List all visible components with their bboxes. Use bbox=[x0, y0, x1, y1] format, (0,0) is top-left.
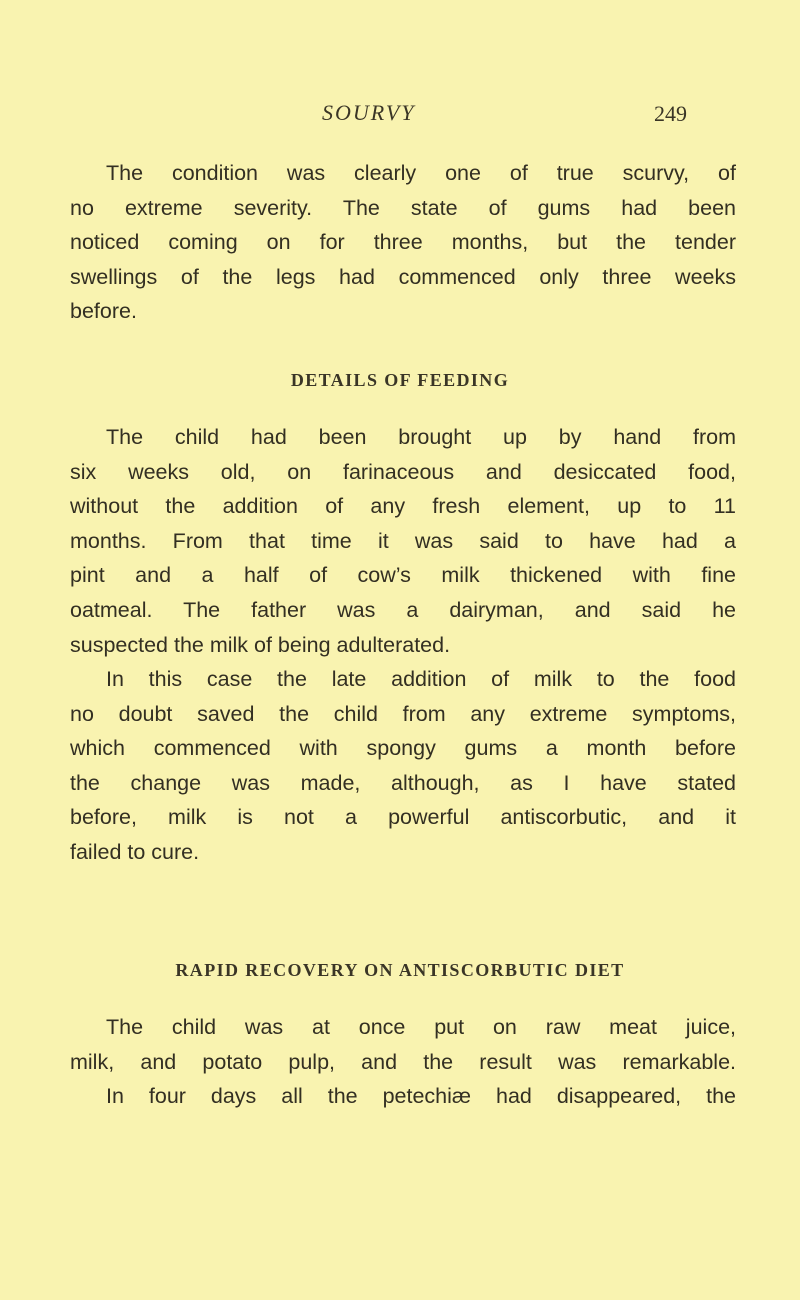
paragraph-late-addition bbox=[70, 662, 736, 870]
paragraph-recovery bbox=[70, 1010, 736, 1114]
text-line: milk, and potato pulp, and the result was remarkable. bbox=[70, 1049, 736, 1074]
text-line: pint and a half of cow’s milk thickened with fine bbox=[70, 563, 736, 588]
text-line: The condition was clearly one of true scurvy, of bbox=[106, 161, 736, 185]
text-line: before. bbox=[70, 299, 137, 324]
text-line: noticed coming on for three months, but the tender bbox=[70, 230, 736, 255]
running-head: SOURVY bbox=[322, 100, 416, 125]
text-line: without the addition of any fresh element, up to 11 bbox=[70, 494, 736, 519]
text-line: oatmeal. The father was a dairyman, and said he bbox=[70, 597, 736, 622]
text-line: In four days all the petechiæ had disappeared, the bbox=[106, 1084, 736, 1109]
text-line: six weeks old, on farinaceous and desiccated food, bbox=[70, 459, 736, 484]
page-number: 249 bbox=[654, 101, 687, 126]
page-header bbox=[0, 100, 800, 132]
text-line: failed to cure. bbox=[70, 839, 200, 864]
section-heading-feeding: DETAILS OF FEEDING bbox=[290, 370, 510, 390]
text-line: which commenced with spongy gums a month before bbox=[70, 736, 736, 761]
text-line: no extreme severity. The state of gums had been bbox=[70, 195, 736, 220]
text-line: In this case the late addition of milk to the food bbox=[106, 667, 736, 691]
text-line: months. From that time it was said to have had a bbox=[70, 528, 736, 553]
text-line: The child had been brought up by hand from bbox=[106, 425, 736, 449]
paragraph-feeding bbox=[70, 420, 736, 662]
text-line: the change was made, although, as I have stated bbox=[70, 770, 736, 795]
paragraph-condition bbox=[70, 156, 736, 329]
text-line: no doubt saved the child from any extreme symptoms, bbox=[70, 701, 736, 726]
section-heading-recovery: RAPID RECOVERY ON ANTISCORBUTIC DIET bbox=[175, 960, 625, 980]
text-line: The child was at once put on raw meat juice, bbox=[106, 1015, 736, 1039]
text-line: before, milk is not a powerful antiscorbutic, and it bbox=[70, 805, 736, 830]
text-line: swellings of the legs had commenced only three weeks bbox=[70, 264, 736, 289]
text-line: suspected the milk of being adulterated. bbox=[70, 632, 451, 657]
